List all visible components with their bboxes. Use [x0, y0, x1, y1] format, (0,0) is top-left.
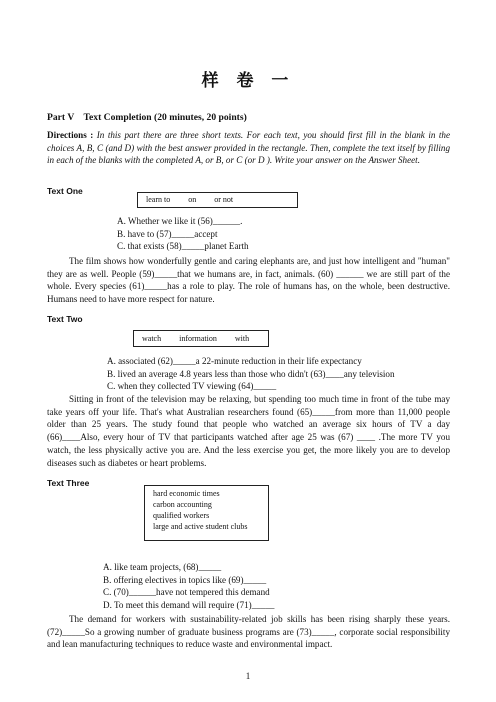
paragraph-text: The demand for workers with sustainability-related job skills has been rising sharply these years. (72)_____So a growing number of graduate business programs are (73)_____, corporate social responsibility and lean manufacturing techniques to reduce waste and environmental impact. [47, 614, 450, 650]
option-item: A. Whether we like it (56)______. [117, 216, 243, 226]
word-box-item: with [234, 334, 250, 343]
option-item: A. associated (62)_____a 22-minute reduction in their life expectancy [107, 356, 362, 366]
option-item: C. when they collected TV viewing (64)_____ [107, 381, 277, 392]
text-two-paragraph [47, 393, 450, 469]
directions-label: Directions : [47, 130, 94, 140]
option-item: B. offering electives in topics like (69)_____ [103, 574, 267, 585]
text-three-paragraph [47, 613, 450, 651]
word-box-item: carbon accounting [153, 500, 212, 509]
option-item: A. like team projects, (68)_____ [103, 562, 222, 572]
directions [47, 129, 450, 167]
part-heading: Part V Text Completion (20 minutes, 20 points) [47, 112, 247, 123]
paragraph-text: The film shows how wonderfully gentle and caring elephants are, and just how intelligent and "human" they are as well. People (59)_____that we humans are, in fact, animals. (60) ______ we are still part of the whole. Every species (61)_____has a role to play. The role of humans has, on the whole, been destructive. Humans need to have more respect for nature. [47, 256, 450, 305]
text-three-word-box [144, 485, 269, 541]
word-box-item: large and active student clubs [153, 522, 248, 531]
page-number: 1 [245, 671, 251, 681]
word-box-item: watch [142, 334, 162, 343]
text-one-options [117, 215, 249, 253]
text-two-word-box [133, 330, 269, 347]
text-one-word-box [137, 192, 298, 208]
option-item: D. To meet this demand will require (71)_____ [103, 600, 275, 611]
option-item: C. that exists (58)_____planet Earth [117, 241, 249, 252]
text-one-label: Text One [47, 186, 83, 196]
text-one-paragraph [47, 255, 450, 306]
text-three-label: Text Three [47, 478, 90, 488]
text-two-options [107, 355, 395, 393]
directions-text: In this part there are three short texts. For each text, you should first fill in the blank in the choices A, B, C (and D) with the best answer provided in the rectangle. Then, complete the text itself by filling in each of the blanks with the completed A, or B, or C (or D ). Write your answer on the Answer Sheet. [47, 130, 450, 166]
word-box-item: learn to [146, 195, 171, 204]
page-title: 样 卷 一 [201, 71, 295, 91]
word-box-item: on [188, 195, 197, 204]
option-item: C. (70)______have not tempered this demand [103, 587, 270, 598]
option-item: B. have to (57)_____accept [117, 228, 218, 239]
option-item: B. lived an average 4.8 years less than those who didn't (63)____any television [107, 368, 395, 379]
word-box-item: qualified workers [153, 511, 210, 520]
text-three-options [103, 561, 274, 612]
word-box-item: information [179, 334, 217, 343]
word-box-item: hard economic times [153, 489, 220, 498]
text-two-label: Text Two [47, 314, 83, 324]
word-box-item: or not [214, 195, 234, 204]
paragraph-text: Sitting in front of the television may be relaxing, but spending too much time in front of the tube may take years off your life. That's what Australian researchers found (65)_____from more than 11,000 people older than 25 years. The study found that people who watched an average six hours of TV a day (66)____Also, every hour of TV that participants watched after age 25 was (67) ____ .The more TV you watch, the less physically active you are. And the less exercise you get, the more likely you are to develop diseases such as diabetes or heart problems. [47, 394, 450, 468]
